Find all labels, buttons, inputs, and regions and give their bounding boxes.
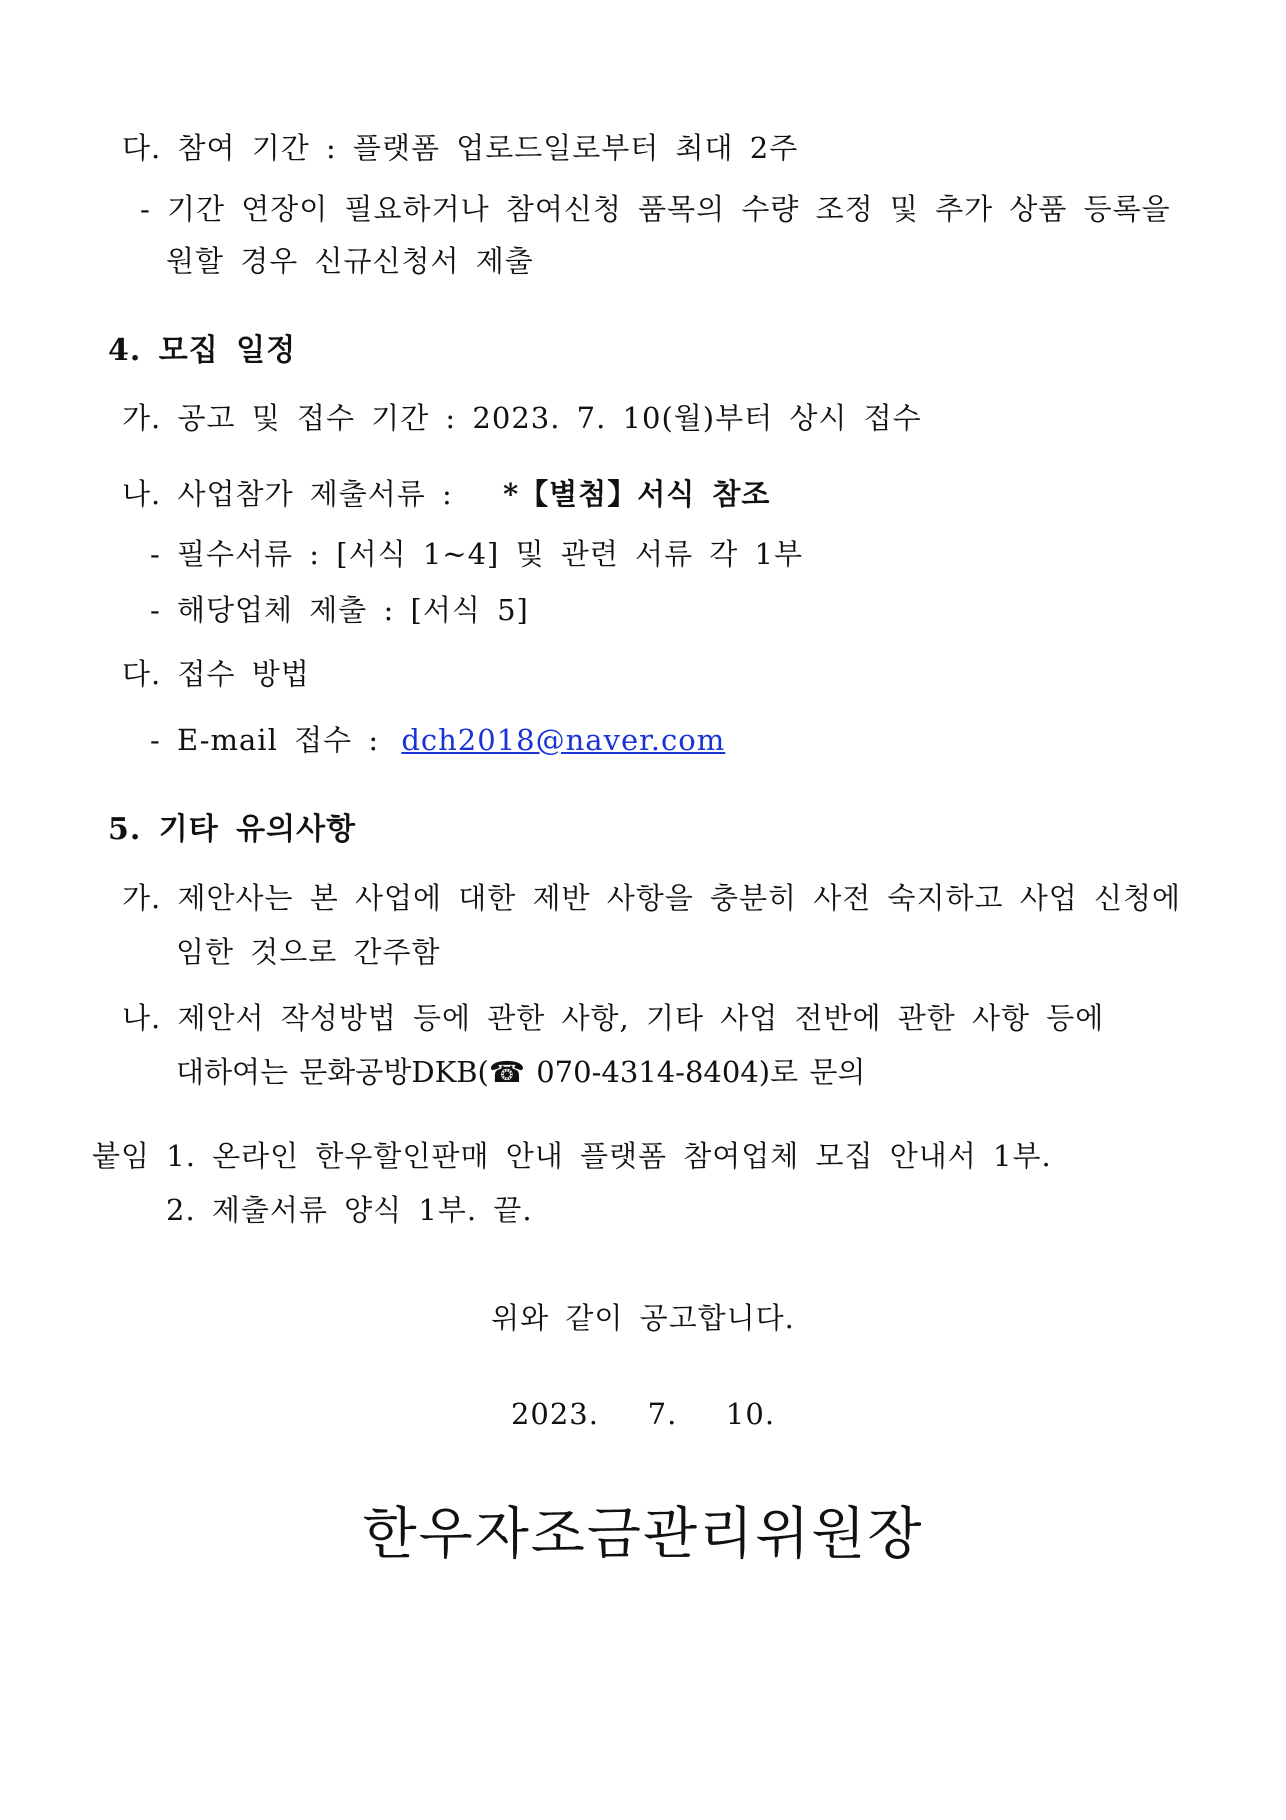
- item-text: 참여 기간 : 플랫폼 업로드일로부터 최대 2주: [177, 131, 799, 165]
- attachment-reference: *【별첨】서식 참조: [503, 477, 771, 511]
- attachment-item-1: 1. 온라인 한우할인판매 안내 플랫폼 참여업체 모집 안내서 1부.: [166, 1139, 1052, 1173]
- item-label: 다.: [122, 657, 162, 691]
- email-prefix: - E-mail 접수 :: [150, 723, 380, 757]
- item-label: 가.: [122, 881, 162, 915]
- section-heading-schedule: 4. 모집 일정: [108, 333, 297, 368]
- item-label: 가.: [122, 401, 162, 435]
- contact-text: 대하여는 문화공방DKB(: [176, 1055, 489, 1089]
- period-note-line2: 원할 경우 신규신청서 제출: [166, 244, 534, 278]
- contact-number: 070-4314-8404)로 문의: [525, 1055, 866, 1089]
- required-docs-bullet: - 필수서류 : [서식 1~4] 및 관련 서류 각 1부: [150, 537, 803, 571]
- announcement-date: 2023. 7. 10.: [510, 1397, 776, 1431]
- schedule-item-ga: [122, 400, 922, 436]
- item-label: 다.: [122, 131, 162, 165]
- attachment-label: 붙임: [92, 1139, 151, 1173]
- email-link[interactable]: dch2018@naver.com: [401, 723, 726, 757]
- item-text: 접수 방법: [177, 657, 310, 691]
- section-heading-notes: 5. 기타 유의사항: [108, 812, 357, 847]
- company-docs-bullet: - 해당업체 제출 : [서식 5]: [150, 593, 529, 627]
- item-label: 나.: [122, 477, 162, 511]
- schedule-item-da: [122, 656, 310, 692]
- item-text: 공고 및 접수 기간 : 2023. 7. 10(월)부터 상시 접수: [177, 401, 922, 435]
- schedule-item-na: [122, 476, 770, 512]
- period-note-line1: - 기간 연장이 필요하거나 참여신청 품목의 수량 조정 및 추가 상품 등록을: [140, 192, 1171, 226]
- item-text: 사업참가 제출서류 :: [177, 477, 453, 511]
- attachment-item-2: 2. 제출서류 양식 1부. 끝.: [166, 1193, 533, 1227]
- email-line: [150, 722, 725, 758]
- phone-icon: ☎: [488, 1055, 525, 1089]
- period-item: [122, 130, 798, 166]
- notes-item-ga-line2: 임한 것으로 간주함: [176, 935, 441, 969]
- notes-item-na-line1: [122, 1000, 1104, 1036]
- item-text: 제안서 작성방법 등에 관한 사항, 기타 사업 전반에 관한 사항 등에: [177, 1001, 1105, 1035]
- item-text: 제안사는 본 사업에 대한 제반 사항을 충분히 사전 숙지하고 사업 신청에: [177, 881, 1182, 915]
- notes-item-na-line2: [176, 1054, 865, 1090]
- attachment-line1: [92, 1138, 1052, 1174]
- closing-statement: 위와 같이 공고합니다.: [491, 1301, 795, 1335]
- notes-item-ga-line1: [122, 880, 1181, 916]
- item-label: 나.: [122, 1001, 162, 1035]
- signatory: 한우자조금관리위원장: [362, 1502, 924, 1567]
